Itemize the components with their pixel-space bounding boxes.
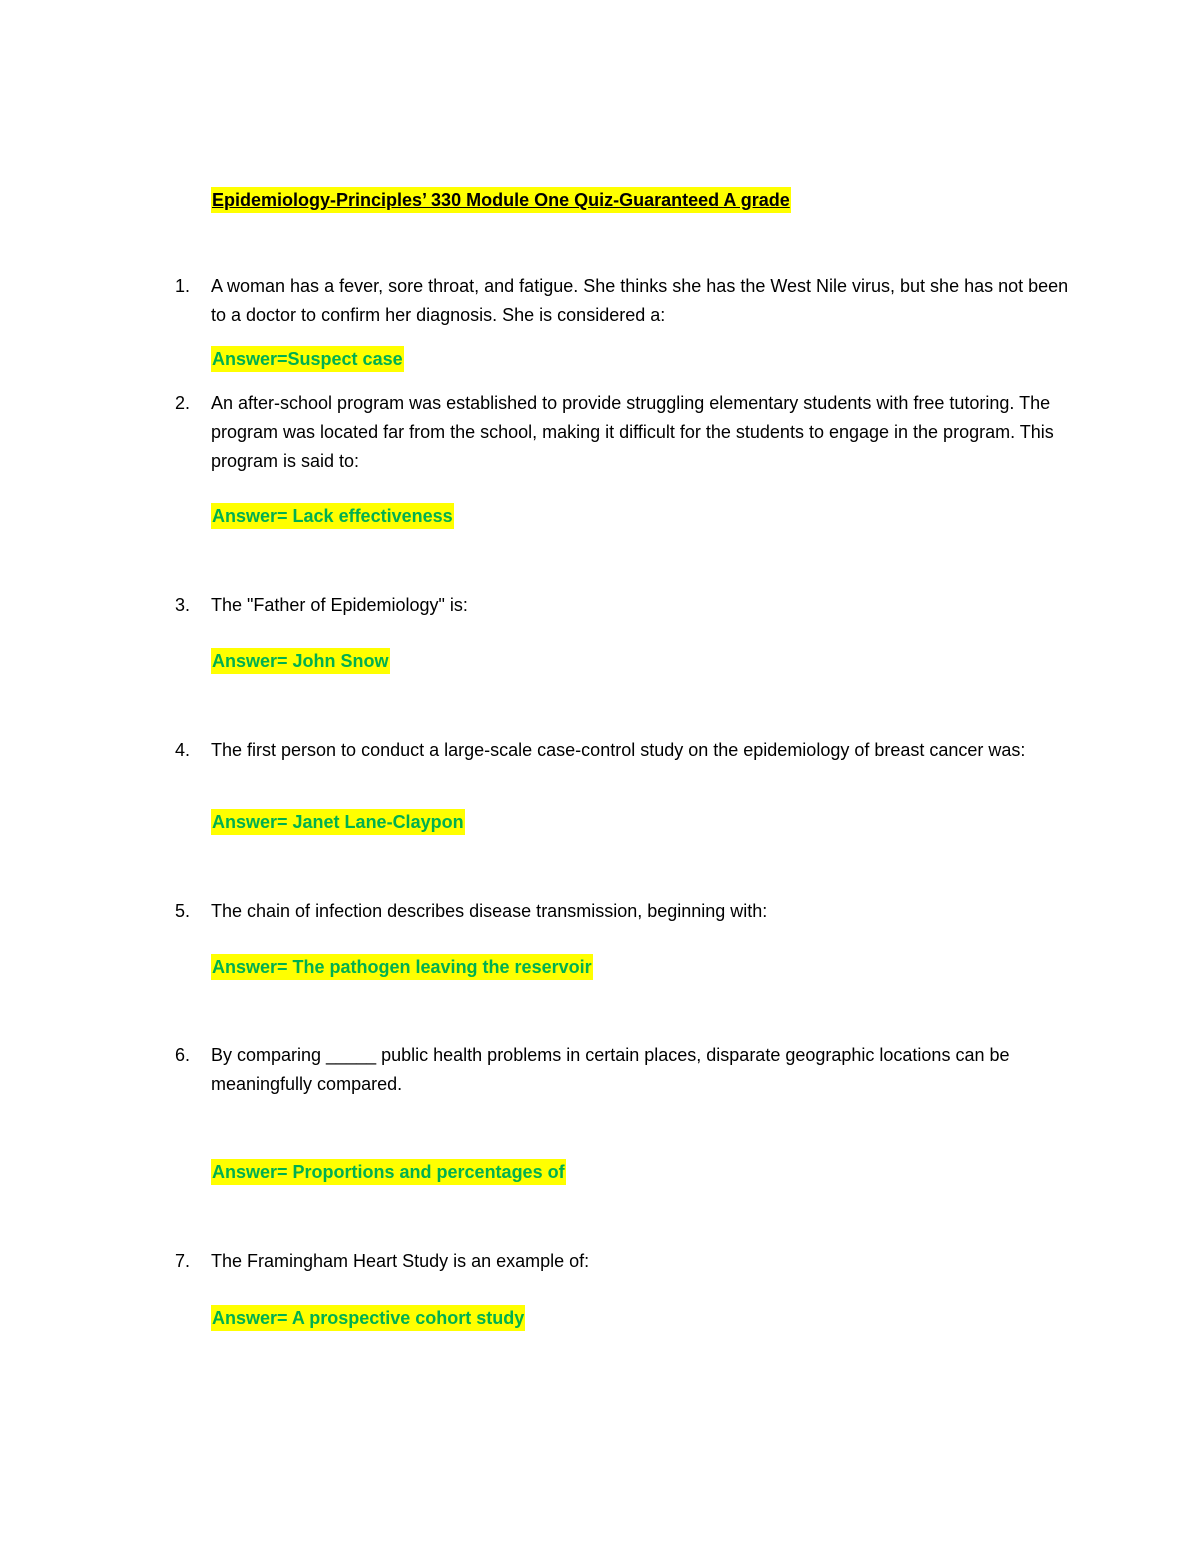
question-6-number: 6. (175, 1045, 191, 1065)
question-3-number: 3. (175, 595, 191, 615)
question-2-answer: Answer= Lack effectiveness (211, 503, 454, 529)
question-1-answer: Answer=Suspect case (211, 346, 404, 372)
question-7-answer: Answer= A prospective cohort study (211, 1305, 525, 1331)
question-6-answer: Answer= Proportions and percentages of (211, 1159, 566, 1185)
question-7-number: 7. (175, 1251, 191, 1271)
question-3-text: The "Father of Epidemiology" is: (211, 595, 468, 615)
question-1-text: A woman has a fever, sore throat, and fatigue. She thinks she has the West Nile virus, but she has not been to a doctor to confirm her diagnosis. She is considered a: (211, 276, 1069, 325)
question-7-text: The Framingham Heart Study is an example of: (211, 1251, 590, 1271)
question-6-text: By comparing _____ public health problems in certain places, disparate geographic locations can be meaningfully compared. (211, 1045, 1010, 1094)
question-3-answer: Answer= John Snow (211, 648, 390, 674)
question-1-number: 1. (175, 276, 191, 296)
question-5-text: The chain of infection describes disease transmission, beginning with: (211, 901, 768, 921)
question-4-answer: Answer= Janet Lane-Claypon (211, 809, 465, 835)
question-2-number: 2. (175, 393, 191, 413)
question-4-number: 4. (175, 740, 191, 760)
document-title: Epidemiology-Principles’ 330 Module One Quiz-Guaranteed A grade (211, 187, 791, 213)
question-5-answer: Answer= The pathogen leaving the reservoir (211, 954, 593, 980)
question-2-text: An after-school program was established to provide struggling elementary students with free tutoring. The program was located far from the school, making it difficult for the students to engage in the program. This program is said to: (211, 393, 1054, 471)
question-4-text: The first person to conduct a large-scale case-control study on the epidemiology of breast cancer was: (211, 740, 1026, 760)
question-5-number: 5. (175, 901, 191, 921)
